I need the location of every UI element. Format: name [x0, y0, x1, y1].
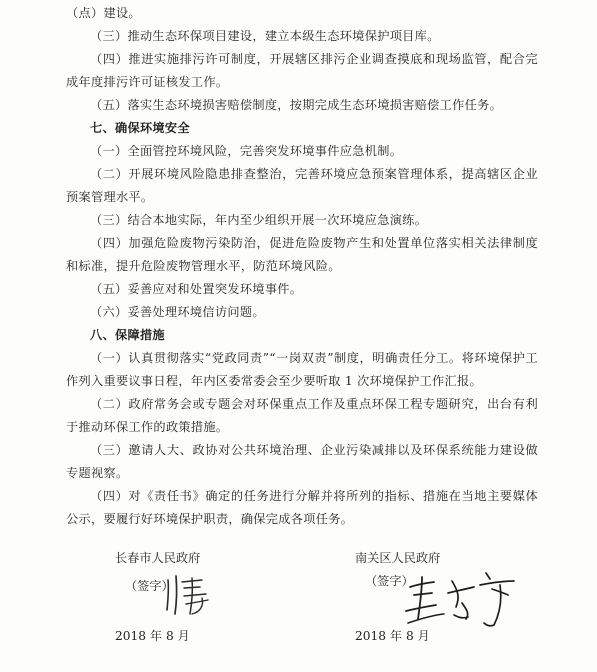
- paragraph-7-2: （二）开展环境风险隐患排查整治，完善环境应急预案管理体系，提高辖区企业预案管理水平。: [66, 167, 538, 204]
- handwritten-signature-right: [400, 565, 530, 635]
- paragraph-7-6: （六）妥善处理环境信访问题。: [90, 305, 265, 319]
- paragraph-6-4: （四）推进实施排污许可制度，开展辖区排污企业调查摸底和现场监管，配合完成年度排污许可证核发工作。: [66, 52, 538, 89]
- paragraph-8-1: （一）认真贯彻落实“党政同责”“一岗双责”制度，明确责任分工。将环境保护工作列入重要议事日程，年内区委常委会至少要听取 1 次环境保护工作汇报。: [66, 351, 538, 388]
- paragraph-7-1: （一）全面管控环境风险，完善突发环境事件应急机制。: [90, 144, 403, 158]
- signature-label-left: （签字）: [125, 579, 174, 593]
- signature-label-right: （签字）: [365, 574, 414, 588]
- section-heading-7: 七、确保环境安全: [90, 121, 190, 135]
- handwritten-signature-left: [162, 570, 218, 618]
- signatory-org-left: 长春市人民政府: [115, 551, 201, 565]
- paragraph-continuation: （点）建设。: [66, 6, 141, 20]
- paragraph-8-2: （二）政府常务会或专题会对环保重点工作及重点环保工程专题研究，出台有利于推动环保工作的政策措施。: [66, 397, 538, 434]
- date-left: 2018 年 8 月: [115, 629, 190, 643]
- signatory-org-right: 南关区人民政府: [355, 551, 441, 565]
- paragraph-8-4: （四）对《责任书》确定的任务进行分解并将所列的指标、措施在当地主要媒体公示，要履行好环境保护职责，确保完成各项任务。: [66, 489, 538, 526]
- paragraph-6-3: （三）推动生态环保项目建设，建立本级生态环境保护项目库。: [90, 29, 440, 43]
- date-right: 2018 年 8 月: [355, 629, 430, 643]
- paragraph-7-3: （三）结合本地实际，年内至少组织开展一次环境应急演练。: [90, 213, 428, 227]
- section-heading-8: 八、保障措施: [90, 328, 165, 342]
- paragraph-7-4: （四）加强危险废物污染防治，促进危险废物产生和处置单位落实相关法律制度和标准，提升危险废物管理水平，防范环境风险。: [66, 236, 538, 273]
- paragraph-8-3: （三）邀请人大、政协对公共环境治理、企业污染减排以及环保系统能力建设做专题视察。: [66, 443, 538, 480]
- paragraph-6-5: （五）落实生态环境损害赔偿制度，按期完成生态环境损害赔偿工作任务。: [90, 98, 503, 112]
- paragraph-7-5: （五）妥善应对和处置突发环境事件。: [90, 282, 303, 296]
